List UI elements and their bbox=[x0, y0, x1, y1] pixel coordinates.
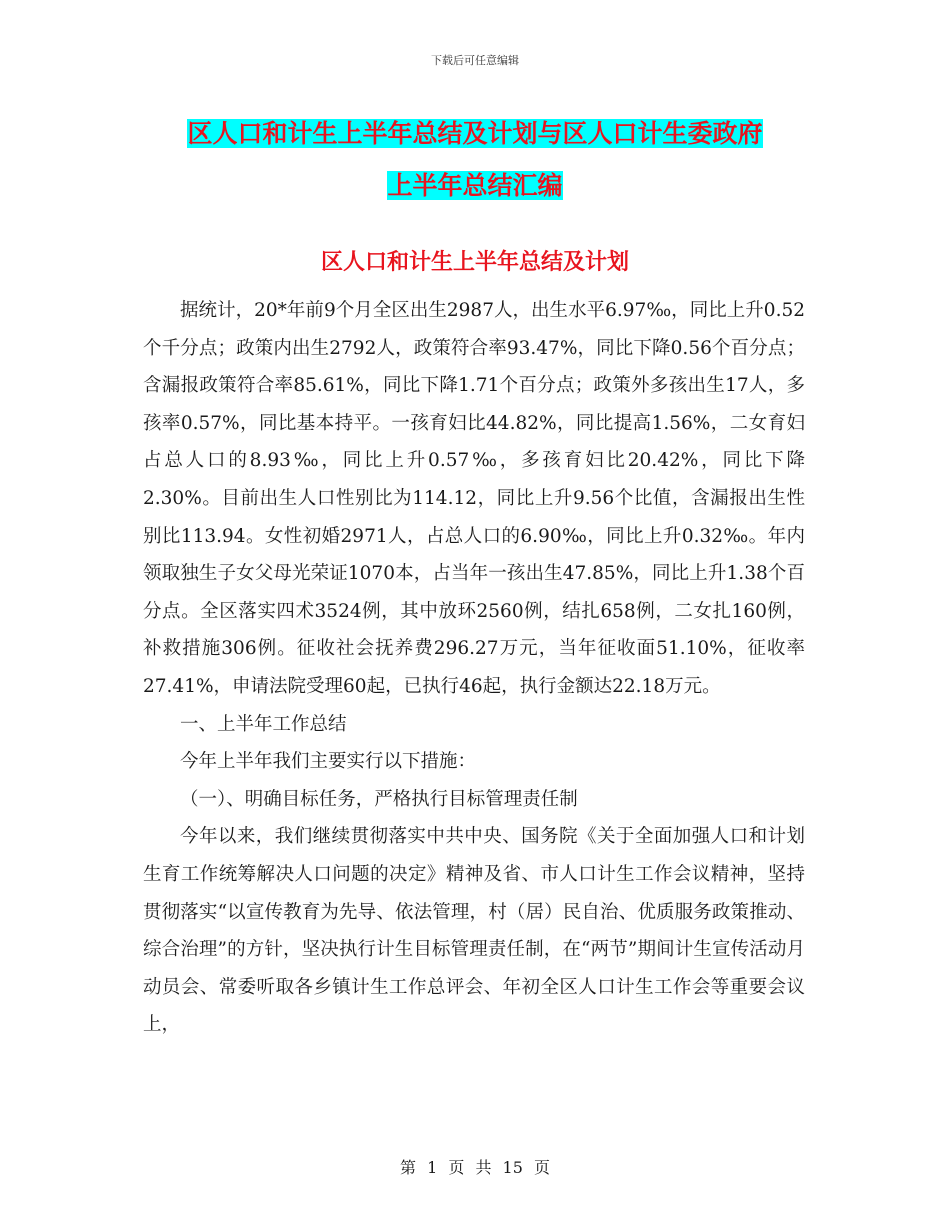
paragraph-heading-1: 一、上半年工作总结 bbox=[180, 713, 347, 735]
document-title-line-1: 区人口和计生上半年总结及计划与区人口计生委政府 bbox=[187, 119, 763, 148]
paragraph-measures: 今年以来，我们继续贯彻落实中共中央、国务院《关于全面加强人口和计划生育工作统筹解决人口问题的决定》精神及省、市人口计生工作会议精神，坚持贯彻落实“以宣传教育为先导、依法管理，村（居）民自治、优质服务政策推动、综合治理”的方针，坚决执行计生目标管理责任制，在“两节”期间计生宣传活动月动员会、常委听取各乡镇计生工作总评会、年初全区人口计生工作会等重要会议上， bbox=[143, 826, 805, 1036]
paragraph-statistics: 据统计，20*年前9个月全区出生2987人，出生水平6.97‰，同比上升0.52个千分点；政策内出生2792人，政策符合率93.47%，同比下降0.56个百分点；含漏报政策符合率85.61%，同比下降1.71个百分点；政策外多孩出生17人，多孩率0.57%，同比基本持平。一孩育妇比44.82%，同比提高1.56%，二女育妇占总人口的8.93‰，同比上升0.57‰，多孩育妇比20.42%，同比下降2.30%。目前出生人口性别比为114.12，同比上升9.56个比值，含漏报出生性别比113.94。女性初婚2971人，占总人口的6.90‰，同比上升0.32‰。年内领取独生子女父母光荣证1070本，占当年一孩出生47.85%，同比上升1.38个百分点。全区落实四术3524例，其中放环2560例，结扎658例，二女扎160例，补救措施306例。征收社会抚养费296.27万元，当年征收面51.10%，征收率27.41%，申请法院受理60起，已执行46起，执行金额达22.18万元。 bbox=[143, 300, 805, 697]
document-title-line-2: 上半年总结汇编 bbox=[387, 171, 563, 200]
paragraph-subheading-1: （一）、明确目标任务，严格执行目标管理责任制 bbox=[180, 788, 578, 810]
page-header-note: 下载后可任意编辑 bbox=[431, 54, 519, 67]
document-title bbox=[150, 108, 800, 212]
paragraph-intro: 今年上半年我们主要实行以下措施： bbox=[180, 751, 477, 773]
document-body bbox=[143, 292, 805, 1044]
section-title: 区人口和计生上半年总结及计划 bbox=[320, 250, 629, 275]
page-number-footer: 第 1 页 共 15 页 bbox=[400, 1158, 550, 1177]
